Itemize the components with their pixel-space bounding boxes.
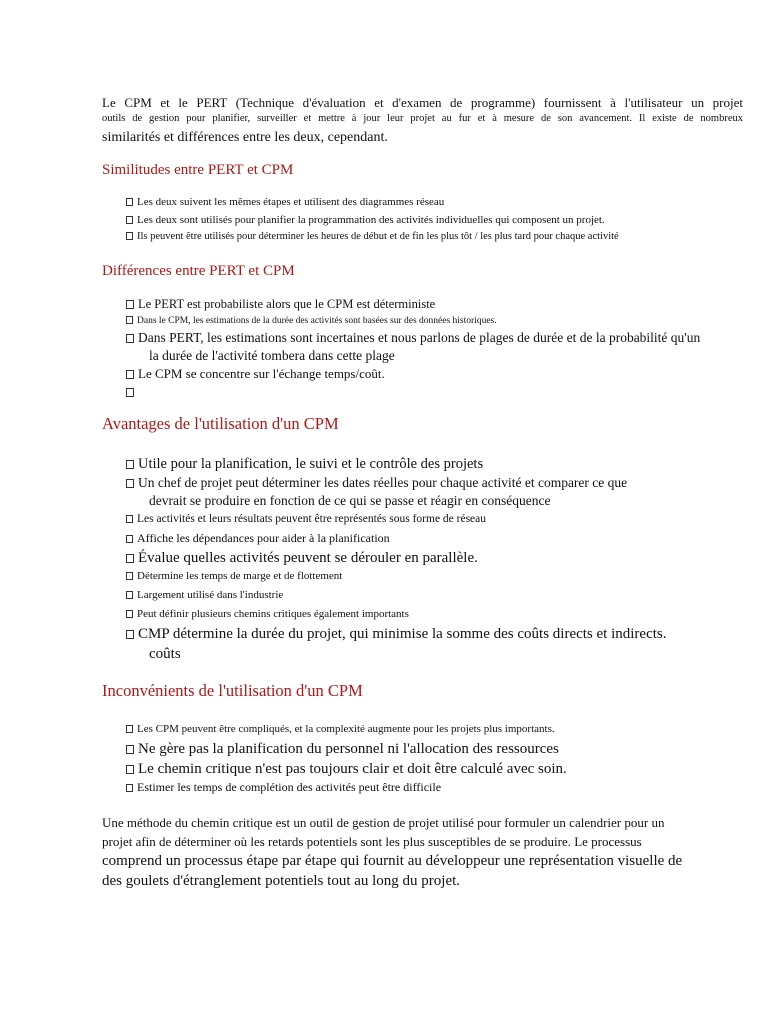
- bullet-box-icon: [126, 535, 133, 543]
- conclusion-line-2: projet afin de déterminer où les retards potentiels sont les plus susceptibles de se produire. Le processus: [102, 834, 642, 849]
- disadvantages-heading: Inconvénients de l'utilisation d'un CPM: [102, 681, 363, 700]
- bullet-box-icon: [126, 572, 133, 580]
- list-item: Largement utilisé dans l'industrie: [126, 589, 283, 601]
- bullet-box-icon: [126, 460, 134, 469]
- conclusion-line-4: des goulets d'étranglement potentiels tout au long du projet.: [102, 873, 461, 889]
- list-item-continuation: la durée de l'activité tombera dans cette plage: [149, 348, 395, 363]
- list-item: Les CPM peuvent être compliqués, et la complexité augmente pour les projets plus importants.: [126, 723, 555, 735]
- bullet-box-icon: [126, 479, 134, 488]
- list-item: Peut définir plusieurs chemins critiques également importants: [126, 608, 409, 620]
- similarities-heading: Similitudes entre PERT et CPM: [102, 162, 294, 178]
- bullet-box-icon: [126, 216, 133, 224]
- bullet-box-icon: [126, 198, 133, 206]
- bullet-box-icon: [126, 784, 133, 792]
- advantages-heading: Avantages de l'utilisation d'un CPM: [102, 414, 339, 433]
- bullet-box-icon: [126, 370, 134, 379]
- list-item: Le PERT est probabiliste alors que le CPM est déterministe: [126, 297, 435, 312]
- conclusion-line-3: comprend un processus étape par étape qui fournit au développeur une représentation visuelle de: [102, 853, 683, 869]
- list-item: Ne gère pas la planification du personnel ni l'allocation des ressources: [126, 741, 559, 758]
- bullet-box-icon: [126, 591, 133, 599]
- list-item: Dans le CPM, les estimations de la durée des activités sont basées sur des données historiques.: [126, 316, 497, 326]
- list-item: [126, 384, 138, 400]
- list-item: Un chef de projet peut déterminer les dates réelles pour chaque activité et comparer ce que: [126, 475, 627, 491]
- list-item: CMP détermine la durée du projet, qui minimise la somme des coûts directs et indirects.: [126, 626, 667, 643]
- list-item: Dans PERT, les estimations sont incertaines et nous parlons de plages de durée et de la probabilité qu'un: [126, 330, 700, 346]
- bullet-box-icon: [126, 316, 133, 324]
- list-item: Affiche les dépendances pour aider à la planification: [126, 531, 390, 546]
- differences-heading: Différences entre PERT et CPM: [102, 263, 295, 279]
- list-item: Utile pour la planification, le suivi et le contrôle des projets: [126, 456, 483, 473]
- bullet-box-icon: [126, 388, 134, 397]
- bullet-box-icon: [126, 610, 133, 618]
- bullet-box-icon: [126, 300, 134, 309]
- list-item: Le CPM se concentre sur l'échange temps/coût.: [126, 366, 385, 382]
- list-item-continuation: devrait se produire en fonction de ce qui se passe et réagir en conséquence: [149, 493, 551, 508]
- list-item: Les activités et leurs résultats peuvent être représentés sous forme de réseau: [126, 513, 486, 525]
- list-item: Évalue quelles activités peuvent se dérouler en parallèle.: [126, 550, 478, 567]
- intro-line-1: Le CPM et le PERT (Technique d'évaluation et d'examen de programme) fournissent à l'utilisateur un projet: [102, 95, 743, 110]
- list-item: Les deux suivent les mêmes étapes et utilisent des diagrammes réseau: [126, 196, 444, 208]
- bullet-box-icon: [126, 554, 134, 563]
- list-item: Le chemin critique n'est pas toujours clair et doit être calculé avec soin.: [126, 761, 567, 778]
- intro-line-3: similarités et différences entre les deux, cependant.: [102, 130, 388, 145]
- list-item: Détermine les temps de marge et de flottement: [126, 570, 342, 582]
- conclusion-line-1: Une méthode du chemin critique est un outil de gestion de projet utilisé pour formuler un calendrier pour un: [102, 815, 665, 830]
- bullet-box-icon: [126, 232, 133, 240]
- bullet-box-icon: [126, 725, 133, 733]
- bullet-box-icon: [126, 765, 134, 774]
- list-item: Ils peuvent être utilisés pour déterminer les heures de début et de fin les plus tôt / les plus tard pour chaque activité: [126, 231, 619, 242]
- list-item: Les deux sont utilisés pour planifier la programmation des activités individuelles qui composent un projet.: [126, 214, 605, 226]
- bullet-box-icon: [126, 630, 134, 639]
- list-item: Estimer les temps de complétion des activités peut être difficile: [126, 780, 441, 795]
- bullet-box-icon: [126, 515, 133, 523]
- bullet-box-icon: [126, 745, 134, 754]
- bullet-box-icon: [126, 334, 134, 343]
- intro-line-2: outils de gestion pour planifier, surveiller et mettre à jour leur projet au fur et à mesure de son avancement. Il existe de nombreux: [102, 113, 743, 124]
- list-item-continuation: coûts: [149, 646, 181, 662]
